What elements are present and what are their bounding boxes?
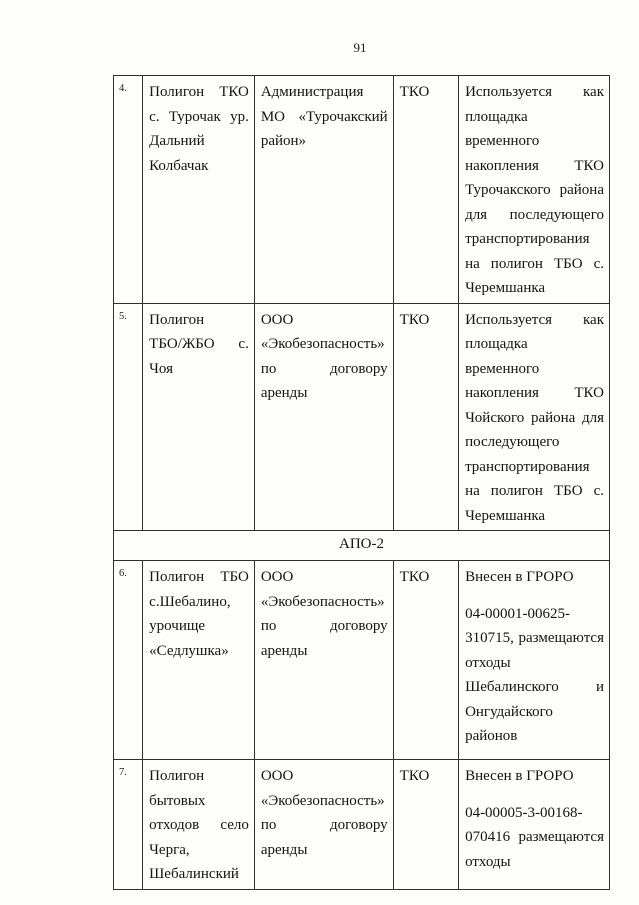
text-line: Черга, xyxy=(149,841,190,858)
text-line: Полигон ТКО xyxy=(149,84,249,100)
text-line: Чойского района для xyxy=(465,409,604,426)
facility-name-cell xyxy=(143,76,255,304)
text-line: «Седлушка» xyxy=(149,642,229,659)
text-line: районов xyxy=(465,728,518,744)
paragraph xyxy=(149,764,249,887)
text-line: с. Турочак ур. xyxy=(149,108,249,125)
page-number: 91 xyxy=(353,40,367,55)
text-line: аренды xyxy=(260,385,308,401)
text-line: отходов село xyxy=(149,817,249,833)
text-line: ТБО/ЖБО с. xyxy=(149,336,249,352)
text-line: Используется как xyxy=(465,84,604,100)
table-row-5 xyxy=(114,303,610,531)
text-line: Дальний xyxy=(149,133,205,149)
paragraph xyxy=(261,80,388,154)
row-number: 7. xyxy=(114,760,143,890)
paragraph xyxy=(465,602,604,749)
text-line: накопления ТКО xyxy=(465,385,604,401)
facility-name-cell xyxy=(143,303,255,531)
text-line: площадка временного xyxy=(465,108,540,149)
text-line: Черемшанка xyxy=(465,507,546,524)
operator-cell xyxy=(254,303,393,531)
paragraph xyxy=(465,308,604,529)
usage-cell xyxy=(459,303,610,531)
text-line: накопления ТКО xyxy=(465,157,604,174)
text-line: на полигон ТБО с. xyxy=(465,255,604,272)
text-line: район» xyxy=(260,133,307,149)
text-line: ТКО xyxy=(399,311,430,328)
waste-type-cell xyxy=(393,303,458,531)
text-line: бытовых xyxy=(149,792,206,809)
paragraph xyxy=(465,801,604,875)
paragraph xyxy=(261,764,388,862)
paragraph xyxy=(261,308,388,406)
text-line: ТКО xyxy=(399,84,430,100)
text-line: Полигон ТБО xyxy=(149,569,249,585)
facility-name-cell xyxy=(143,561,255,760)
text-line: по договору xyxy=(260,360,388,377)
paragraph xyxy=(400,565,453,590)
waste-type-cell xyxy=(393,561,458,760)
text-line: МО «Турочакский xyxy=(260,108,388,125)
paragraph xyxy=(149,80,249,178)
text-line: 070416 размещаются xyxy=(465,829,604,845)
facility-name-cell xyxy=(143,760,255,890)
text-line: по договору xyxy=(260,618,388,634)
text-line: Внесен в ГРОРО xyxy=(465,569,574,585)
usage-cell xyxy=(459,76,610,304)
operator-cell xyxy=(254,76,393,304)
section-header-row xyxy=(114,531,610,561)
section-header: АПО-2 xyxy=(114,531,610,561)
text-line: Внесен в ГРОРО xyxy=(465,768,574,784)
paragraph xyxy=(149,565,249,663)
text-line: Турочакского района xyxy=(465,182,604,198)
paragraph xyxy=(261,565,388,663)
text-line: с.Шебалино, xyxy=(149,593,231,610)
paragraph xyxy=(465,764,604,789)
row-number: 5. xyxy=(114,303,143,531)
text-line: для последующего xyxy=(465,206,604,223)
text-line: 04-00005-3-00168- xyxy=(465,804,583,821)
text-line: «Экобезопасность» xyxy=(260,336,385,352)
text-line: ООО xyxy=(260,311,294,328)
landfill-table xyxy=(113,75,610,890)
table-row-4 xyxy=(114,76,610,304)
text-line: Онгудайского xyxy=(465,703,553,720)
text-line: Колбачак xyxy=(149,157,209,174)
text-line: ООО xyxy=(260,768,294,784)
text-line: аренды xyxy=(260,841,308,858)
waste-type-cell xyxy=(393,760,458,890)
paragraph xyxy=(465,80,604,301)
row-number: 4. xyxy=(114,76,143,304)
text-line: ТКО xyxy=(399,569,430,585)
text-line: Шебалинского и xyxy=(465,679,604,695)
text-line: транспортирования xyxy=(465,458,590,475)
waste-type-cell xyxy=(393,76,458,304)
text-line: аренды xyxy=(260,642,308,659)
text-line: 04-00001-00625- xyxy=(465,605,571,622)
text-line: Администрация xyxy=(260,84,364,100)
text-line: отходы xyxy=(465,853,511,870)
text-line: Полигон xyxy=(149,768,205,784)
text-line: ООО xyxy=(260,569,294,585)
text-line: площадка временного xyxy=(465,336,540,377)
table-row-7 xyxy=(114,760,610,890)
paragraph xyxy=(400,80,453,105)
table-row-6 xyxy=(114,561,610,760)
text-line: транспортирования xyxy=(465,231,590,247)
usage-cell xyxy=(459,561,610,760)
paragraph xyxy=(149,308,249,382)
operator-cell xyxy=(254,760,393,890)
text-line: отходы xyxy=(465,654,511,671)
text-line: ТКО xyxy=(399,768,430,784)
text-line: Шебалинский xyxy=(149,866,239,882)
text-line: Черемшанка xyxy=(465,280,546,296)
usage-cell xyxy=(459,760,610,890)
text-line: урочище xyxy=(149,618,206,634)
operator-cell xyxy=(254,561,393,760)
text-line: последующего xyxy=(465,434,560,450)
text-line: «Экобезопасность» xyxy=(260,593,385,610)
row-number: 6. xyxy=(114,561,143,760)
text-line: Используется как xyxy=(465,311,604,328)
text-line: 310715, размещаются xyxy=(465,630,604,646)
text-line: по договору xyxy=(260,817,388,833)
text-line: Полигон xyxy=(149,311,205,328)
text-line: Чоя xyxy=(149,360,174,377)
paragraph xyxy=(400,308,453,333)
text-line: «Экобезопасность» xyxy=(260,792,385,809)
text-line: на полигон ТБО с. xyxy=(465,483,604,499)
paragraph xyxy=(465,565,604,590)
paragraph xyxy=(400,764,453,789)
